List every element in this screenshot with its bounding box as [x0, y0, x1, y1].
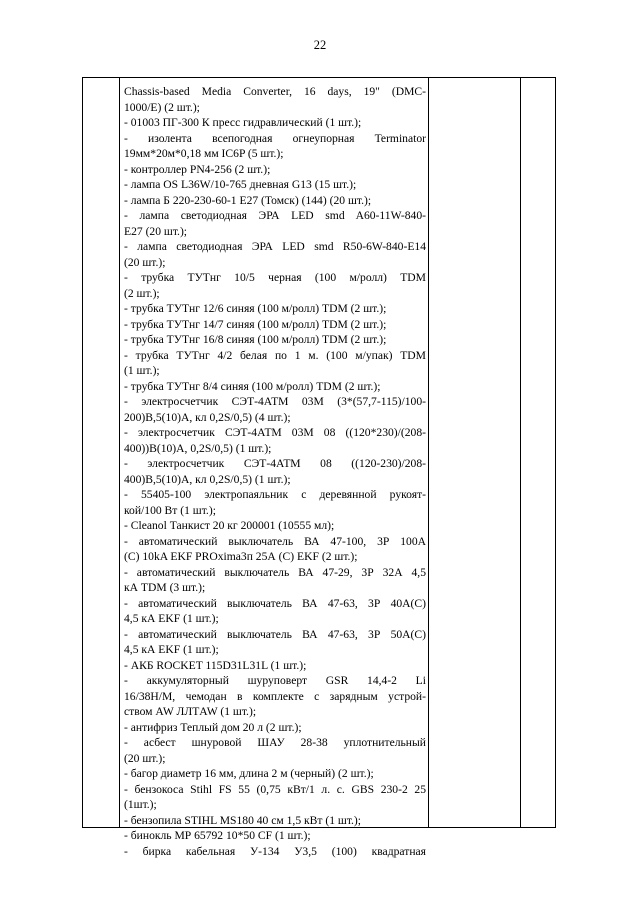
description-line: (20 шт.);	[124, 255, 166, 269]
item-description-cell	[124, 84, 426, 859]
description-line: - автоматический выключатель ВА 47-63, 3Р 50А(С)	[124, 627, 426, 641]
description-line: - автоматический выключатель ВА 47-63, 3Р 40А(С)	[124, 596, 426, 610]
description-line: - изолента всепогодная огнеупорная Terminator	[124, 131, 426, 145]
description-line: - 01003 ПГ-300 К пресс гидравлический (1 шт.);	[124, 116, 362, 129]
description-line: - трубка ТУТнг 16/8 синяя (100 м/ролл) TDM (2 шт.);	[124, 333, 387, 346]
description-line: - бензопила STIHL MS180 40 см 1,5 кВт (1 шт.);	[124, 813, 362, 827]
description-line: Chassis-based Media Converter, 16 days, 19" (DMC-	[124, 85, 426, 98]
description-line: - лампа OS L36W/10-765 дневная G13 (15 шт.);	[124, 178, 357, 191]
column-divider	[520, 78, 521, 827]
column-divider	[119, 78, 120, 827]
description-line: - трубка ТУТнг 8/4 синяя (100 м/ролл) TDM (2 шт.);	[124, 379, 381, 393]
description-line: - электросчетчик СЭТ-4АТМ 08 ((120-230)/208-	[124, 457, 426, 470]
description-line: - лампа светодиодная ЭРА LED smd A60-11W-840-	[124, 209, 426, 222]
description-line: 400))В(10)А, 0,2S/0,5) (1 шт.);	[124, 441, 272, 455]
description-line: - трубка ТУТнг 4/2 белая по 1 м. (100 м/упак) TDM	[124, 348, 426, 362]
description-line: 4,5 кА EKF (1 шт.);	[124, 643, 219, 656]
description-line: 1000/E) (2 шт.);	[124, 100, 200, 114]
description-line: - багор диаметр 16 мм, длина 2 м (черный) (2 шт.);	[124, 767, 374, 780]
description-line: - трубка ТУТнг 12/6 синяя (100 м/ролл) TDM (2 шт.);	[124, 302, 387, 315]
description-line: - электросчетчик СЭТ-4АТМ 03М (3*(57,7-115)/100-	[124, 395, 426, 408]
description-line: 200)В,5(10)А, кл 0,2S/0,5) (4 шт.);	[124, 410, 291, 424]
description-line: кА TDM (3 шт.);	[124, 581, 206, 594]
description-line: - трубка ТУТнг 14/7 синяя (100 м/ролл) TDM (2 шт.);	[124, 317, 387, 331]
description-line: - лампа светодиодная ЭРА LED smd R50-6W-840-E14	[124, 240, 426, 253]
description-line: - трубка ТУТнг 10/5 черная (100 м/ролл) TDM	[124, 271, 426, 284]
description-line: (1шт.);	[124, 798, 157, 811]
description-line: (С) 10kA EKF PROxima3п 25А (С) EKF (2 шт.);	[124, 550, 358, 563]
column-divider	[428, 78, 429, 827]
description-line: (1 шт.);	[124, 364, 160, 377]
description-line: - электросчетчик СЭТ-4АТМ 03М 08 ((120*230)/(208-	[124, 426, 426, 439]
description-line: - асбест шнуровой ШАУ 28-38 уплотнительный	[124, 736, 426, 749]
page-number: 22	[313, 38, 327, 52]
description-line: кой/100 Вт (1 шт.);	[124, 503, 216, 517]
description-line: (2 шт.);	[124, 286, 160, 300]
description-line: (20 шт.);	[124, 751, 166, 765]
description-line: 16/38Н/М, чемодан в комплекте с зарядным устрой-	[124, 689, 426, 703]
description-line: - антифриз Теплый дом 20 л (2 шт.);	[124, 720, 302, 734]
description-line: - автоматический выключатель ВА 47-29, 3Р 32А 4,5	[124, 565, 426, 579]
description-line: 19мм*20м*0,18 мм IC6P (5 шт.);	[124, 147, 284, 160]
description-line: - автоматический выключатель ВА 47-100, 3Р 100А	[124, 534, 426, 548]
description-line: - 55405-100 электропаяльник с деревянной рукоят-	[124, 488, 426, 501]
specification-table	[82, 77, 556, 858]
description-line: - АКБ ROCKET 115D31L31L (1 шт.);	[124, 658, 307, 672]
description-line: E27 (20 шт.);	[124, 224, 188, 238]
description-line: ством AW ЛЛТAW (1 шт.);	[124, 705, 257, 718]
description-line: - аккумуляторный шуруповерт GSR 14,4-2 Li	[124, 674, 426, 687]
description-line: - бензокоса Stihl FS 55 (0,75 кВт/1 л. с. GBS 230-2 25	[124, 782, 426, 796]
description-line: - бирка кабельная У-134 У3,5 (100) квадратная	[124, 844, 426, 858]
description-line: 400)В,5(10)А, кл 0,2S/0,5) (1 шт.);	[124, 472, 291, 486]
description-line: - Cleanol Танкист 20 кг 200001 (10555 мл);	[124, 519, 335, 532]
description-line: 4,5 кА EKF (1 шт.);	[124, 612, 219, 625]
description-line: - контроллер PN4-256 (2 шт.);	[124, 162, 271, 176]
description-line: - лампа Б 220-230-60-1 Е27 (Томск) (144) (20 шт.);	[124, 193, 372, 207]
description-line: - бинокль МР 65792 10*50 CF (1 шт.);	[124, 829, 311, 842]
